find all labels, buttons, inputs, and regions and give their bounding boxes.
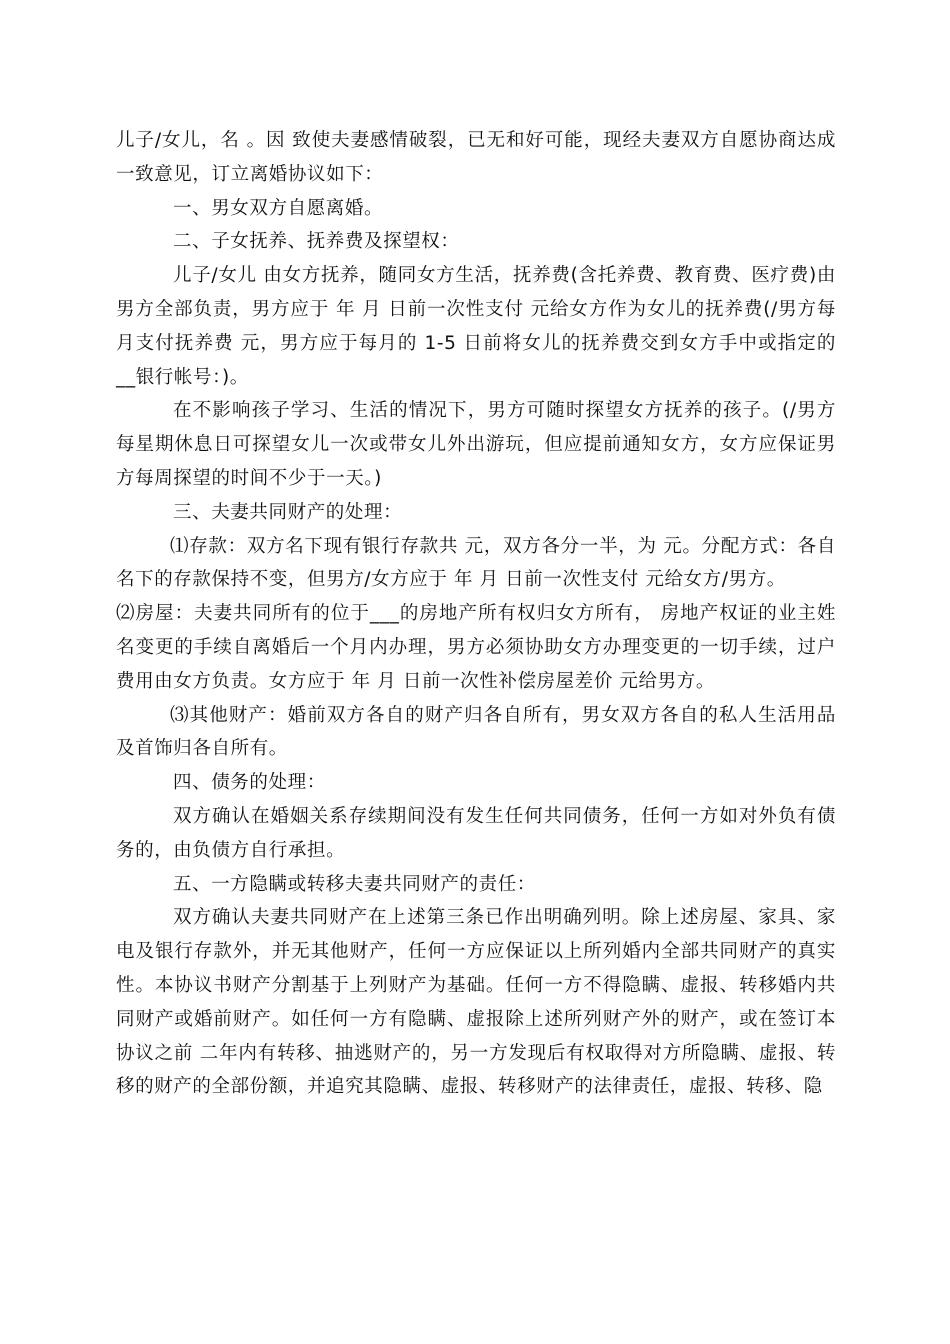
- house-paragraph: ⑵房屋：夫妻共同所有的位于___的房地产所有权归女方所有， 房地产权证的业主姓名变更的手续自离婚后一个月内办理，男方必须协助女方办理变更的一切手续，过户费用由女方负责。女方应于 年 月 日前一次性补偿房屋差价 元给男方。: [116, 603, 836, 692]
- section-heading-concealment: 五、一方隐瞒或转移夫妻共同财产的责任：: [173, 873, 536, 895]
- intro-paragraph: 儿子/女儿，名 。因 致使夫妻感情破裂，已无和好可能，现经夫妻双方自愿协商达成一致意见，订立离婚协议如下：: [116, 130, 836, 185]
- other-property-paragraph: ⑶其他财产：婚前双方各自的财产归各自所有，男女双方各自的私人生活用品及首饰归各自所有。: [116, 704, 836, 760]
- custody-paragraph: 儿子/女儿 由女方抚养，随同女方生活，抚养费(含托养费、教育费、医疗费)由男方全部负责，男方应于 年 月 日前一次性支付 元给女方作为女儿的抚养费(/男方每月支付抚养费 元，男方应于每月的 1-5 日前将女儿的抚养费交到女方手中或指定的__银行帐号：)。: [116, 265, 836, 388]
- section-heading-debt: 四、债务的处理：: [173, 772, 326, 794]
- deposit-paragraph: ⑴存款：双方名下现有银行存款共 元，双方各分一半，为 元。分配方式：各自名下的存款保持不变，但男方/女方应于 年 月 日前一次性支付 元给女方/男方。: [116, 535, 836, 591]
- document-body: [116, 124, 836, 1104]
- debt-paragraph: 双方确认在婚姻关系存续期间没有发生任何共同债务，任何一方如对外负有债务的，由负债方自行承担。: [116, 805, 836, 861]
- section-heading-divorce: 一、男女双方自愿离婚。: [173, 197, 384, 219]
- section-heading-child-custody: 二、子女抚养、抚养费及探望权：: [173, 231, 460, 253]
- concealment-paragraph: 双方确认夫妻共同财产在上述第三条已作出明确列明。除上述房屋、家具、家电及银行存款外，并无其他财产，任何一方应保证以上所列婚内全部共同财产的真实性。本协议书财产分割基于上列财产为基础。任何一方不得隐瞒、虚报、转移婚内共同财产或婚前财产。如任何一方有隐瞒、虚报除上述所列财产外的财产，或在签订本协议之前 二年内有转移、抽逃财产的，另一方发现后有权取得对方所隐瞒、虚报、转移的财产的全部份额，并追究其隐瞒、虚报、转移财产的法律责任，虚报、转移、隐: [116, 907, 836, 1098]
- section-heading-property: 三、夫妻共同财产的处理：: [173, 501, 403, 523]
- visitation-paragraph: 在不影响孩子学习、生活的情况下，男方可随时探望女方抚养的孩子。(/男方每星期休息日可探望女儿一次或带女儿外出游玩，但应提前通知女方，女方应保证男方每周探望的时间不少于一天。): [116, 400, 836, 489]
